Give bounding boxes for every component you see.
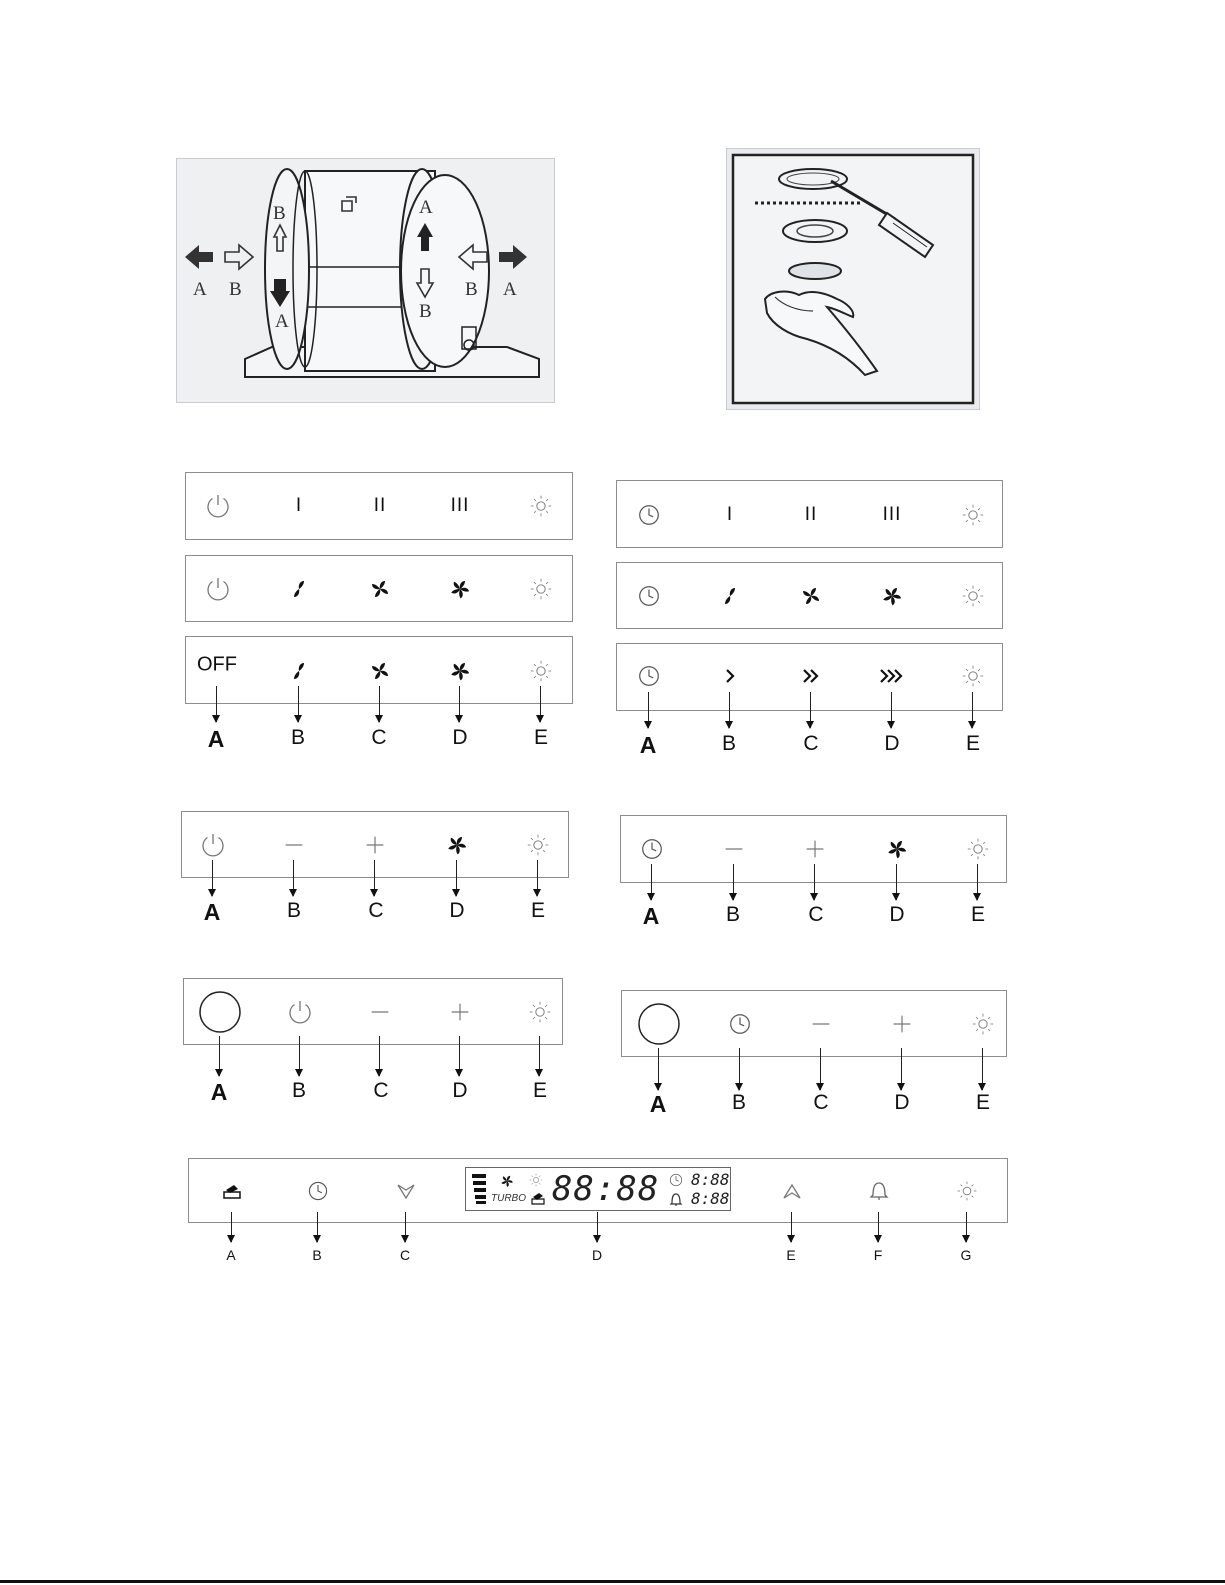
fan-module-figure [176,158,555,403]
minus-icon[interactable] [281,832,307,858]
callout-label-e: E [786,1247,796,1263]
fan-icon[interactable] [443,831,471,859]
lamp-replacement-figure [726,148,980,410]
light-icon[interactable] [528,576,554,602]
outer-left-label-a: A [193,279,207,300]
fan-speed-2-icon[interactable] [366,575,394,603]
callout-arrow [231,1212,232,1242]
chevron-speed-1-icon[interactable] [718,666,742,686]
filter-indicator-icon [530,1190,546,1206]
down-arrow-icon[interactable] [395,1181,417,1201]
fan-icon[interactable] [883,835,911,863]
lamp-replacement-illustration [727,149,979,409]
callout-label-d: D [449,899,465,922]
callout-arrow [739,1048,740,1090]
control-panel-lcd [188,1158,1008,1223]
outer-right-label-a: A [503,279,517,300]
light-icon[interactable] [955,1179,979,1203]
alarm-display: 8:88 [691,1189,730,1208]
callout-label-d: D [884,732,900,755]
control-panel-timer-roman [616,480,1003,548]
filter-icon[interactable] [220,1180,244,1202]
control-panel-circle-timer [621,990,1007,1057]
callout-arrow [972,692,973,728]
callout-label-e: E [965,732,981,755]
plus-icon[interactable] [362,832,388,858]
callout-arrow [212,860,213,896]
callout-arrow [405,1212,406,1242]
callout-label-a: A [649,1091,667,1117]
callout-arrow [539,1036,540,1076]
plus-icon[interactable] [802,836,828,862]
speed-1-button[interactable]: I [726,504,734,525]
clock-icon[interactable] [636,663,662,689]
callout-arrow [658,1048,659,1090]
callout-label-c: C [368,899,384,922]
fan-speed-3-icon[interactable] [446,575,474,603]
fan-speed-3-icon[interactable] [446,657,474,685]
callout-arrow [729,692,730,728]
power-icon[interactable] [204,492,232,520]
callout-label-c: C [803,732,819,755]
fan-speed-1-icon[interactable] [285,575,313,603]
callout-arrow [651,864,652,900]
minus-icon[interactable] [808,1011,834,1037]
ring-left-label-bottom: A [275,311,289,332]
speed-1-button[interactable]: I [295,495,303,516]
control-panel-power-roman [185,472,573,540]
control-panel-power-minus-plus [181,811,569,878]
control-panel-circle-power [183,978,563,1045]
callout-label-a: A [639,732,657,758]
light-icon[interactable] [527,999,553,1025]
callout-label-a: A [210,1079,228,1105]
callout-label-c: C [813,1091,829,1114]
plus-icon[interactable] [889,1011,915,1037]
light-icon[interactable] [960,502,986,528]
callout-arrow [648,692,649,728]
callout-label-c: C [808,903,824,926]
clock-icon[interactable] [306,1179,330,1203]
fan-speed-2-icon[interactable] [366,657,394,685]
callout-arrow [982,1048,983,1090]
clock-icon[interactable] [636,502,662,528]
callout-label-a: A [226,1247,236,1263]
callout-label-b: B [721,732,737,755]
callout-arrow [456,860,457,896]
callout-arrow [820,1048,821,1090]
speed-3-button[interactable]: III [882,504,902,525]
chevron-speed-2-icon[interactable] [799,666,823,686]
callout-arrow [219,1036,220,1076]
callout-label-e: E [975,1091,991,1114]
callout-arrow [459,1036,460,1076]
timer-display: 8:88 [691,1170,730,1189]
ring-right-label-bottom: B [419,301,432,322]
callout-label-e: E [533,726,549,749]
callout-label-c: C [371,726,387,749]
callout-arrow [814,864,815,900]
callout-arrow [878,1212,879,1242]
callout-label-a: A [203,899,221,925]
bell-indicator-icon [668,1191,684,1207]
callout-label-d: D [452,726,468,749]
callout-arrow [810,692,811,728]
ring-right-label-top: A [419,197,433,218]
callout-arrow [379,686,380,722]
light-icon[interactable] [525,832,551,858]
callout-label-b: B [290,726,306,749]
power-icon[interactable] [204,575,232,603]
callout-arrow [896,864,897,900]
callout-label-b: B [312,1247,322,1263]
light-icon[interactable] [528,658,554,684]
light-icon [528,1172,544,1188]
callout-label-a: A [642,903,660,929]
circle-button-icon[interactable] [637,1002,681,1046]
callout-arrow [977,864,978,900]
light-icon[interactable] [528,493,554,519]
callout-arrow [537,860,538,896]
lcd-display [465,1167,731,1211]
callout-arrow [216,686,217,722]
callout-arrow [374,860,375,896]
callout-label-b: B [725,903,741,926]
page-bottom-rule [0,1580,1225,1583]
control-panel-timer-fan [616,562,1003,629]
callout-label-c: C [399,1247,411,1263]
main-time-display: 88:88 [552,1169,660,1209]
callout-arrow [891,692,892,728]
callout-arrow [459,686,460,722]
plus-icon[interactable] [447,999,473,1025]
fan-speed-2-icon[interactable] [797,582,825,610]
minus-icon[interactable] [721,836,747,862]
callout-arrow [299,1036,300,1076]
clock-indicator-icon [668,1172,684,1188]
callout-label-c: C [373,1079,389,1102]
ring-left-label-top: B [273,203,286,224]
circle-button-icon[interactable] [198,990,242,1034]
callout-arrow [791,1212,792,1242]
fan-speed-1-icon[interactable] [716,582,744,610]
fan-speed-1-icon[interactable] [285,657,313,685]
callout-arrow [901,1048,902,1090]
clock-icon[interactable] [727,1011,753,1037]
clock-icon[interactable] [639,836,665,862]
control-panel-power-fan [185,555,573,622]
fan-icon [498,1172,516,1190]
callout-label-e: E [970,903,986,926]
callout-label-d: D [889,903,905,926]
callout-label-d: D [591,1247,603,1263]
outer-left-label-b: B [229,279,242,300]
light-icon[interactable] [960,663,986,689]
light-icon[interactable] [965,836,991,862]
light-icon[interactable] [960,583,986,609]
callout-arrow [298,686,299,722]
power-icon[interactable] [199,831,227,859]
callout-label-g: G [960,1247,972,1263]
callout-label-e: E [532,1079,548,1102]
callout-arrow [540,686,541,722]
callout-label-e: E [530,899,546,922]
chevron-speed-3-icon[interactable] [878,666,906,686]
callout-label-f: F [873,1247,883,1263]
callout-label-a: A [207,726,225,752]
speed-2-button[interactable]: II [804,504,818,525]
off-button[interactable]: OFF [197,653,237,676]
light-icon[interactable] [970,1011,996,1037]
fan-level-bars-icon [472,1173,488,1205]
callout-label-b: B [731,1091,747,1114]
turbo-indicator: TURBO [491,1193,526,1204]
outer-right-label-b: B [465,279,478,300]
fan-speed-3-icon[interactable] [878,582,906,610]
callout-arrow [293,860,294,896]
callout-label-d: D [894,1091,910,1114]
speed-2-button[interactable]: II [373,495,387,516]
callout-arrow [733,864,734,900]
speed-3-button[interactable]: III [450,495,470,516]
callout-label-b: B [286,899,302,922]
fan-module-illustration [177,159,554,402]
power-icon[interactable] [286,998,314,1026]
callout-label-d: D [452,1079,468,1102]
minus-icon[interactable] [367,999,393,1025]
callout-label-b: B [291,1079,307,1102]
callout-arrow [317,1212,318,1242]
up-arrow-icon[interactable] [781,1181,803,1201]
bell-icon[interactable] [868,1179,890,1203]
clock-icon[interactable] [636,583,662,609]
callout-arrow [966,1212,967,1242]
callout-arrow [597,1212,598,1242]
callout-arrow [379,1036,380,1076]
